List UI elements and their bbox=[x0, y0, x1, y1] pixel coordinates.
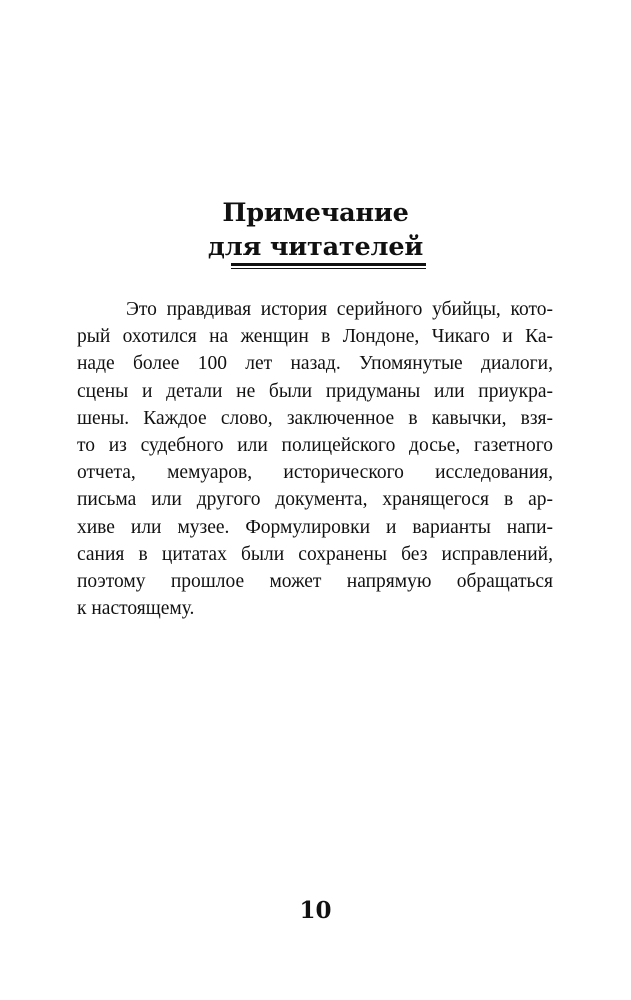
paragraph-line: рый охотился на женщин в Лондоне, Чикаго и Ка- bbox=[77, 326, 553, 348]
page-number: 10 bbox=[299, 897, 332, 924]
body-paragraph bbox=[77, 296, 553, 622]
heading-line-1: Примечание bbox=[222, 198, 409, 228]
paragraph-line: хиве или музее. Формулировки и варианты напи- bbox=[77, 516, 553, 538]
heading-underline bbox=[231, 263, 426, 269]
paragraph-line: отчета, мемуаров, исторического исследования, bbox=[77, 462, 553, 484]
paragraph-line: поэтому прошлое может напрямую обращаться bbox=[77, 570, 553, 592]
paragraph-line: то из судебного или полицейского досье, газетного bbox=[77, 434, 553, 456]
paragraph-line: сания в цитатах были сохранены без исправлений, bbox=[77, 543, 553, 565]
paragraph-line: Это правдивая история серийного убийцы, кото- bbox=[126, 299, 553, 320]
heading-underline-thick bbox=[231, 263, 426, 266]
paragraph-line: письма или другого документа, хранящегося в ар- bbox=[77, 489, 553, 511]
paragraph-line: наде более 100 лет назад. Упомянутые диалоги, bbox=[77, 353, 553, 375]
paragraph-line: шены. Каждое слово, заключенное в кавычки, взя- bbox=[77, 407, 553, 429]
paragraph-line: сцены и детали не были придуманы или приукра- bbox=[77, 380, 553, 402]
paragraph-line: к настоящему. bbox=[77, 598, 195, 620]
chapter-heading bbox=[0, 196, 631, 264]
heading-line-2: для читателей bbox=[207, 232, 424, 262]
heading-underline-thin bbox=[231, 268, 426, 269]
